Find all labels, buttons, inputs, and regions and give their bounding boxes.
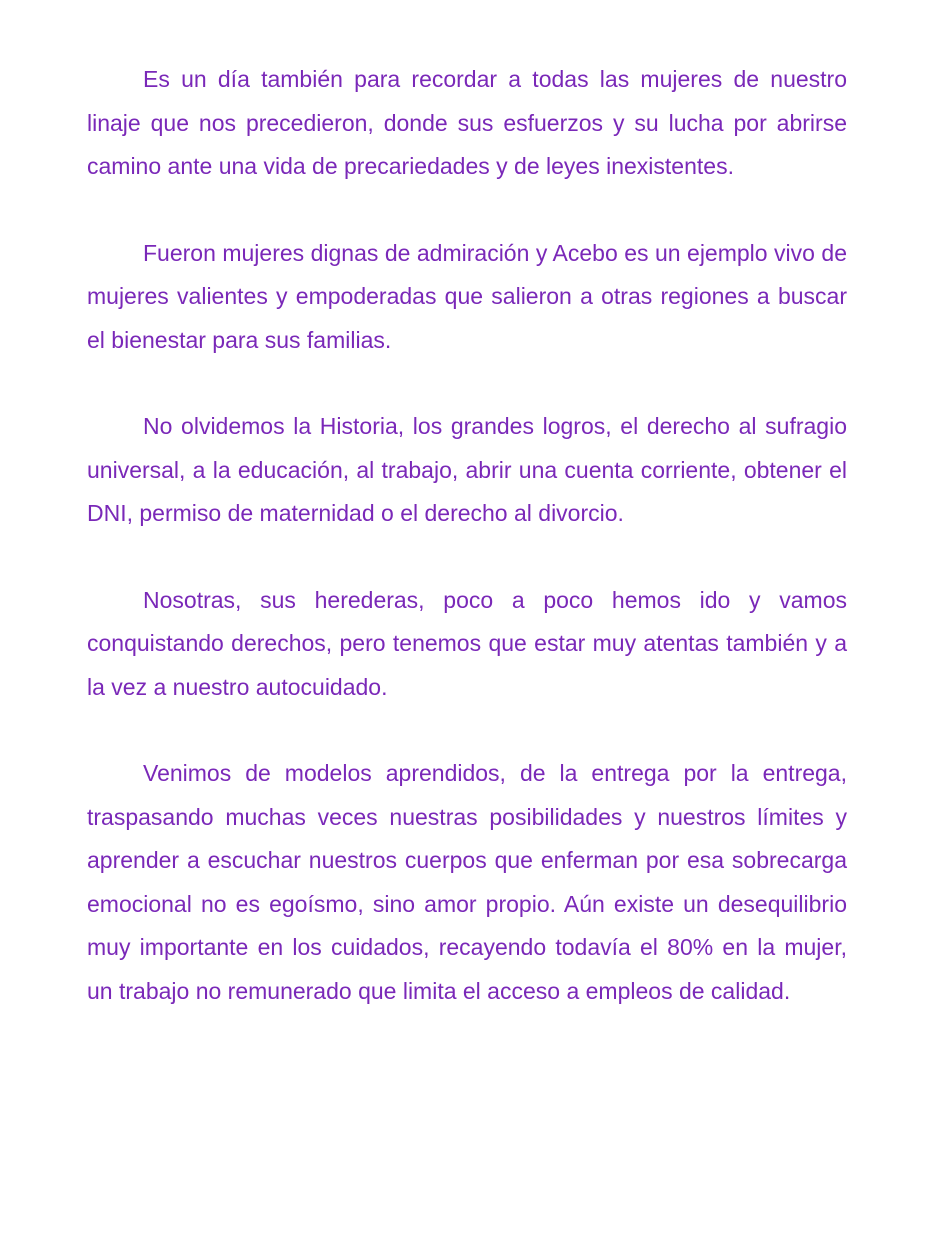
paragraph-5: Venimos de modelos aprendidos, de la entrega por la entrega, traspasando muchas veces nuestras posibilidades y nuestros límites y aprender a escuchar nuestros cuerpos que enferman por esa sobrecarga emocional no es egoísmo, sino amor propio. Aún existe un desequilibrio muy importante en los cuidados, recayendo todavía el 80% en la mujer, un trabajo no remunerado que limita el acceso a empleos de calidad. (87, 760, 847, 1004)
document-page (87, 58, 847, 1056)
paragraph-4: Nosotras, sus herederas, poco a poco hemos ido y vamos conquistando derechos, pero tenemos que estar muy atentas también y a la vez a nuestro autocuidado. (87, 586, 847, 700)
paragraph-2: Fueron mujeres dignas de admiración y Acebo es un ejemplo vivo de mujeres valientes y empoderadas que salieron a otras regiones a buscar el bienestar para sus familias. (87, 239, 847, 353)
paragraph-3: No olvidemos la Historia, los grandes logros, el derecho al sufragio universal, a la educación, al trabajo, abrir una cuenta corriente, obtener el DNI, permiso de maternidad o el derecho al divorcio. (87, 413, 847, 526)
paragraph-1: Es un día también para recordar a todas las mujeres de nuestro linaje que nos precedieron, donde sus esfuerzos y su lucha por abrirse camino ante una vida de precariedades y de leyes inexistentes. (87, 66, 847, 179)
